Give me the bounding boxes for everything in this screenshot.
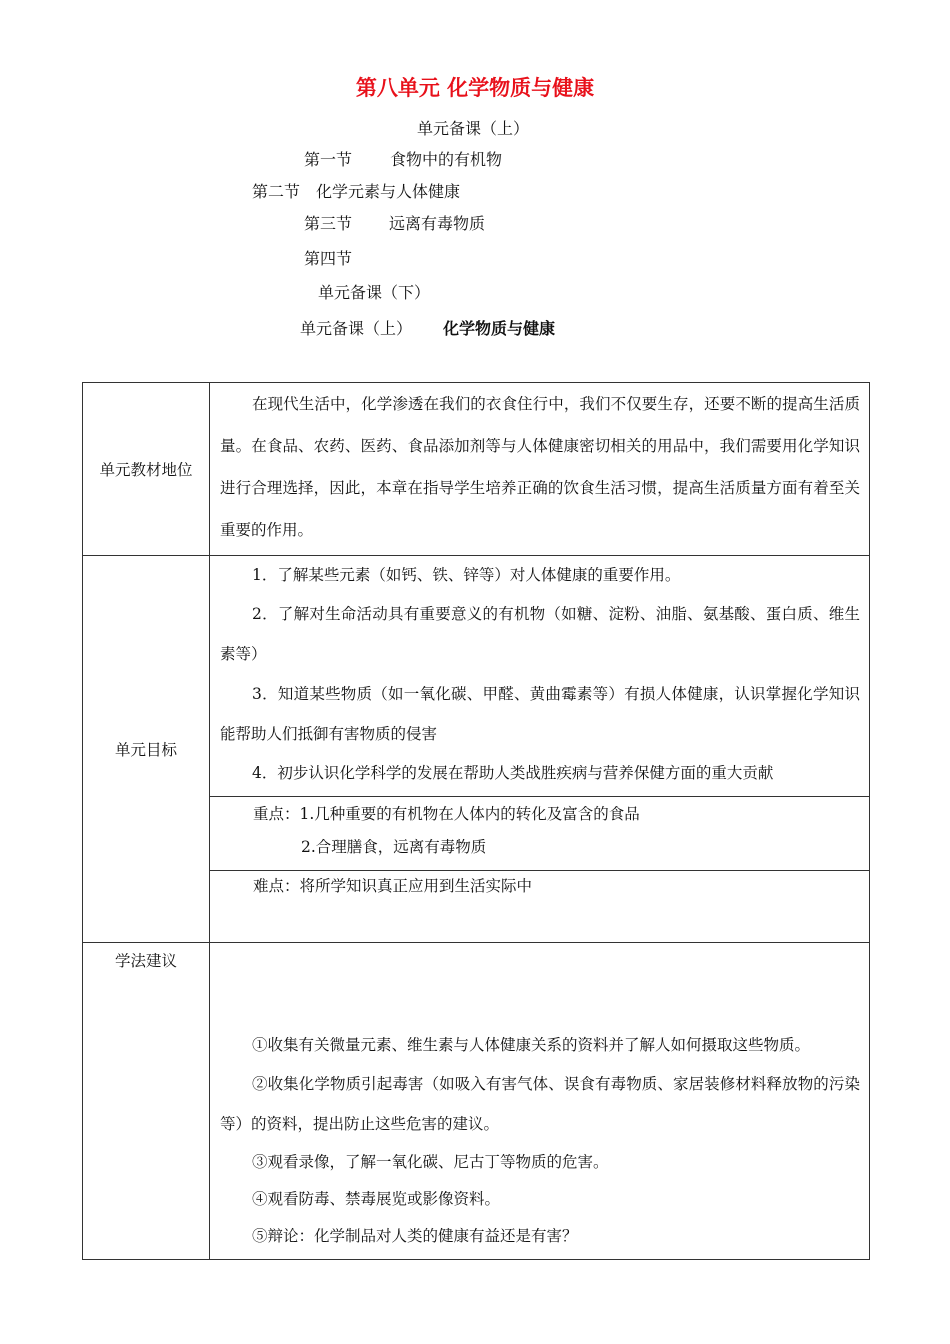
- position-text: 在现代生活中，化学渗透在我们的衣食住行中，我们不仅要生存，还要不断的提高生活质量。在食品、农药、医药、食品添加剂等与人体健康密切相关的用品中，我们需要用化学知识进行合理选择，因此，本章在指导学生培养正确的饮食生活习惯，提高生活质量方面有着至关重要的作用。: [220, 395, 860, 539]
- methods-cell: [210, 943, 870, 1260]
- method-item: ①收集有关微量元素、维生素与人体健康关系的资料并了解人如何摄取这些物质。: [252, 1036, 811, 1054]
- table-row: [83, 943, 870, 1260]
- section1-number: 第一节: [304, 150, 353, 169]
- section3-number: 第三节: [304, 214, 353, 233]
- subtitle-lower: 单元备课（下）: [318, 283, 431, 302]
- key-point-1: 重点：1.几种重要的有机物在人体内的转化及富含的食品: [253, 805, 640, 823]
- table-row: [83, 556, 870, 797]
- key-points-cell: [210, 797, 870, 871]
- goal-item: 4．初步认识化学科学的发展在帮助人类战胜疾病与营养保健方面的重大贡献: [252, 764, 774, 782]
- difficulty-text: 难点：将所学知识真正应用到生活实际中: [253, 877, 533, 895]
- table-row: [83, 383, 870, 556]
- row-label-goals: 单元目标: [83, 556, 210, 943]
- section3-name: 远离有毒物质: [389, 214, 486, 233]
- heading-name: 化学物质与健康: [443, 319, 556, 338]
- section1-name: 食物中的有机物: [390, 150, 503, 169]
- subtitle-upper: 单元备课（上）: [417, 119, 530, 138]
- method-item: ④观看防毒、禁毒展览或影像资料。: [252, 1190, 501, 1208]
- document-title: 第八单元 化学物质与健康: [355, 75, 595, 100]
- goals-cell: [210, 556, 870, 797]
- lesson-plan-table: [82, 382, 870, 1260]
- method-item: ③观看录像，了解一氧化碳、尼古丁等物质的危害。: [252, 1153, 609, 1171]
- position-cell: [210, 383, 870, 556]
- row-label-methods: 学法建议: [83, 943, 210, 1260]
- goal-item: 2．了解对生命活动具有重要意义的有机物（如糖、淀粉、油脂、氨基酸、蛋白质、维生素等）: [220, 605, 860, 663]
- heading-prefix: 单元备课（上）: [300, 319, 413, 338]
- goal-item: 3．知道某些物质（如一氧化碳、甲醛、黄曲霉素等）有损人体健康，认识掌握化学知识能帮助人们抵御有害物质的侵害: [220, 685, 860, 743]
- section4-number: 第四节: [304, 249, 353, 268]
- section2-line: 第二节 化学元素与人体健康: [252, 182, 461, 201]
- difficulty-cell: [210, 871, 870, 943]
- key-point-2: 2.合理膳食，远离有毒物质: [301, 838, 487, 856]
- method-item: ⑤辩论：化学制品对人类的健康有益还是有害？: [252, 1227, 578, 1245]
- row-label-position: 单元教材地位: [83, 383, 210, 556]
- method-item: ②收集化学物质引起毒害（如吸入有害气体、误食有毒物质、家居装修材料释放物的污染等）的资料，提出防止这些危害的建议。: [220, 1075, 860, 1133]
- goal-item: 1．了解某些元素（如钙、铁、锌等）对人体健康的重要作用。: [252, 566, 681, 584]
